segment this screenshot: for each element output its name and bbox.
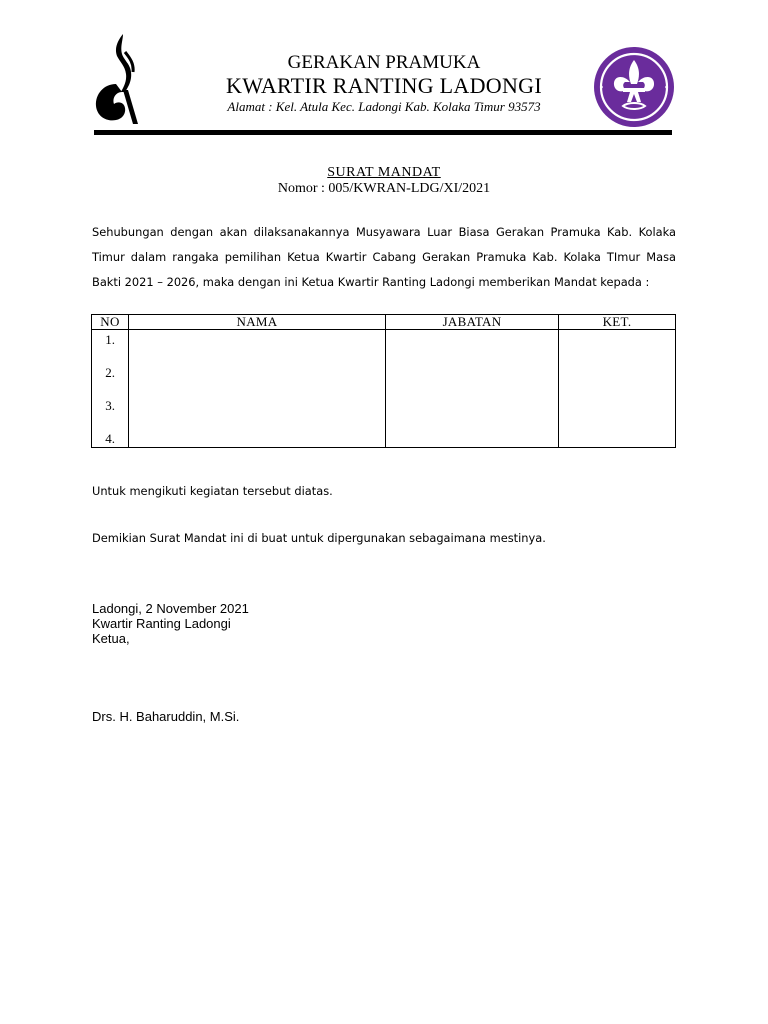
row-number: 3. — [92, 381, 129, 414]
cell-jabatan — [386, 330, 559, 349]
table-row — [92, 348, 676, 381]
cell-ket — [559, 348, 676, 381]
column-header-nama: NAMA — [129, 315, 386, 330]
cell-jabatan — [386, 414, 559, 448]
cell-nama — [129, 330, 386, 349]
org-line-2: KWARTIR RANTING LADONGI — [226, 73, 542, 98]
tunas-kelapa-icon — [92, 32, 142, 126]
table-row — [92, 414, 676, 448]
signature-place-date: Ladongi, 2 November 2021 — [92, 601, 249, 616]
table-row — [92, 330, 676, 349]
closing-paragraph: Demikian Surat Mandat ini di buat untuk dipergunakan sebagaimana mestinya. — [92, 531, 546, 545]
column-header-no: NO — [92, 315, 129, 330]
mandate-table — [91, 314, 676, 448]
cell-ket — [559, 381, 676, 414]
column-header-jabatan: JABATAN — [386, 315, 559, 330]
signatory-name: Drs. H. Baharuddin, M.Si. — [92, 709, 240, 724]
follow-paragraph: Untuk mengikuti kegiatan tersebut diatas. — [92, 484, 333, 498]
cell-jabatan — [386, 381, 559, 414]
intro-paragraph: Sehubungan dengan akan dilaksanakannya Musyawara Luar Biasa Gerakan Pramuka Kab. Kolaka Timur dalam rangaka pemilihan Ketua Kwartir Cabang Gerakan Pramuka Kab. Kolaka TImur Masa Bakti 2021 – 2026, maka dengan ini Ketua Kwartir Ranting Ladongi memberikan Mandat kepada : — [92, 225, 676, 289]
cell-jabatan — [386, 348, 559, 381]
cell-ket — [559, 414, 676, 448]
letter-number: Nomor : 005/KWRAN-LDG/XI/2021 — [277, 181, 491, 196]
cell-ket — [559, 330, 676, 349]
table-row — [92, 381, 676, 414]
column-header-ket: KET. — [559, 315, 676, 330]
org-line-1: GERAKAN PRAMUKA — [287, 52, 481, 73]
row-number: 2. — [92, 348, 129, 381]
row-number: 4. — [92, 414, 129, 448]
address-line: Alamat : Kel. Atula Kec. Ladongi Kab. Kolaka Timur 93573 — [227, 99, 541, 114]
row-number: 1. — [92, 330, 129, 349]
cell-nama — [129, 381, 386, 414]
header-rule — [94, 130, 672, 135]
signature-role: Ketua, — [92, 631, 130, 646]
letter-title: SURAT MANDAT — [327, 165, 441, 180]
table-header-row — [92, 315, 676, 330]
scout-fleur-de-lis-icon — [593, 46, 675, 128]
signature-org: Kwartir Ranting Ladongi — [92, 616, 231, 631]
cell-nama — [129, 348, 386, 381]
cell-nama — [129, 414, 386, 448]
